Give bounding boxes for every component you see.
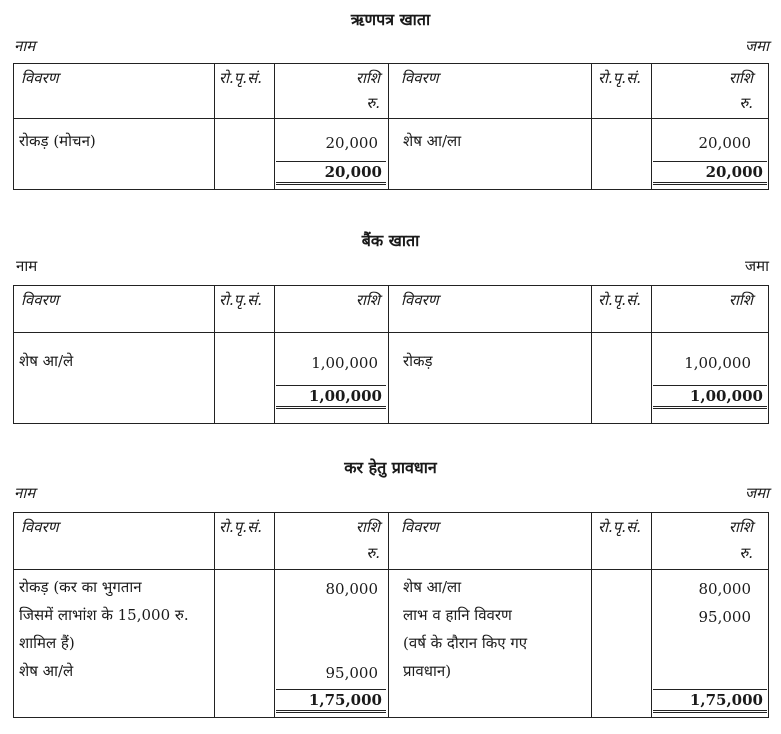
entry-amount: 1,00,000	[311, 354, 378, 372]
debit-label: नाम	[14, 37, 36, 55]
entry-amount: 95,000	[698, 608, 751, 626]
entry-text: (वर्ष के दौरान किए गए	[403, 634, 528, 652]
debit-label: नाम	[14, 484, 36, 502]
header-amount: राशि	[728, 69, 753, 87]
header-particulars: विवरण	[401, 291, 439, 309]
entry-amount: 20,000	[325, 134, 378, 152]
header-particulars: विवरण	[401, 69, 439, 87]
entry-text: शेष आ/ला	[403, 132, 462, 150]
ledger-table	[13, 63, 769, 190]
header-jf: रो.पृ.सं.	[598, 291, 641, 309]
header-amount: राशि	[355, 518, 380, 536]
entry-text: शेष आ/ले	[19, 352, 74, 370]
entry-text: शेष आ/ला	[403, 578, 462, 596]
entry-amount: 1,00,000	[684, 354, 751, 372]
account-title: कर हेतु प्रावधान	[344, 458, 437, 477]
ledger-table	[13, 285, 769, 424]
header-particulars: विवरण	[21, 291, 59, 309]
header-jf: रो.पृ.सं.	[219, 518, 262, 536]
entry-amount: 95,000	[325, 664, 378, 682]
total-amount: 20,000	[653, 161, 767, 185]
header-amount: राशि	[355, 69, 380, 87]
header-amount: राशि	[355, 291, 380, 309]
header-jf: रो.पृ.सं.	[219, 69, 262, 87]
entry-text: शामिल हैं)	[19, 634, 75, 652]
credit-label: जमा	[745, 257, 769, 275]
header-jf: रो.पृ.सं.	[598, 518, 641, 536]
entry-text: रोकड़ (कर का भुगतान	[19, 578, 142, 596]
entry-text: रोकड़	[403, 352, 433, 370]
header-amount: राशि	[728, 518, 753, 536]
debit-label: नाम	[16, 257, 38, 275]
ledger-table	[13, 512, 769, 718]
entry-amount: 80,000	[698, 580, 751, 598]
header-currency: रु.	[739, 544, 753, 562]
credit-label: जमा	[745, 484, 769, 502]
entry-text: रोकड़ (मोचन)	[19, 132, 96, 150]
header-particulars: विवरण	[21, 69, 59, 87]
header-jf: रो.पृ.सं.	[598, 69, 641, 87]
header-amount: राशि	[728, 291, 753, 309]
account-title: ऋणपत्र खाता	[350, 10, 431, 29]
entry-amount: 20,000	[698, 134, 751, 152]
header-particulars: विवरण	[401, 518, 439, 536]
total-amount: 1,75,000	[653, 689, 767, 713]
header-currency: रु.	[739, 94, 753, 112]
entry-amount: 80,000	[325, 580, 378, 598]
header-currency: रु.	[366, 544, 380, 562]
account-title: बैंक खाता	[361, 231, 420, 250]
total-amount: 20,000	[276, 161, 386, 185]
header-particulars: विवरण	[21, 518, 59, 536]
entry-text: प्रावधान)	[403, 662, 452, 680]
entry-text: जिसमें लाभांश के 15,000 रु.	[19, 606, 189, 624]
header-currency: रु.	[366, 94, 380, 112]
total-amount: 1,75,000	[276, 689, 386, 713]
total-amount: 1,00,000	[653, 385, 767, 409]
total-amount: 1,00,000	[276, 385, 386, 409]
header-jf: रो.पृ.सं.	[219, 291, 262, 309]
entry-text: लाभ व हानि विवरण	[403, 606, 512, 624]
entry-text: शेष आ/ले	[19, 662, 74, 680]
credit-label: जमा	[745, 37, 769, 55]
